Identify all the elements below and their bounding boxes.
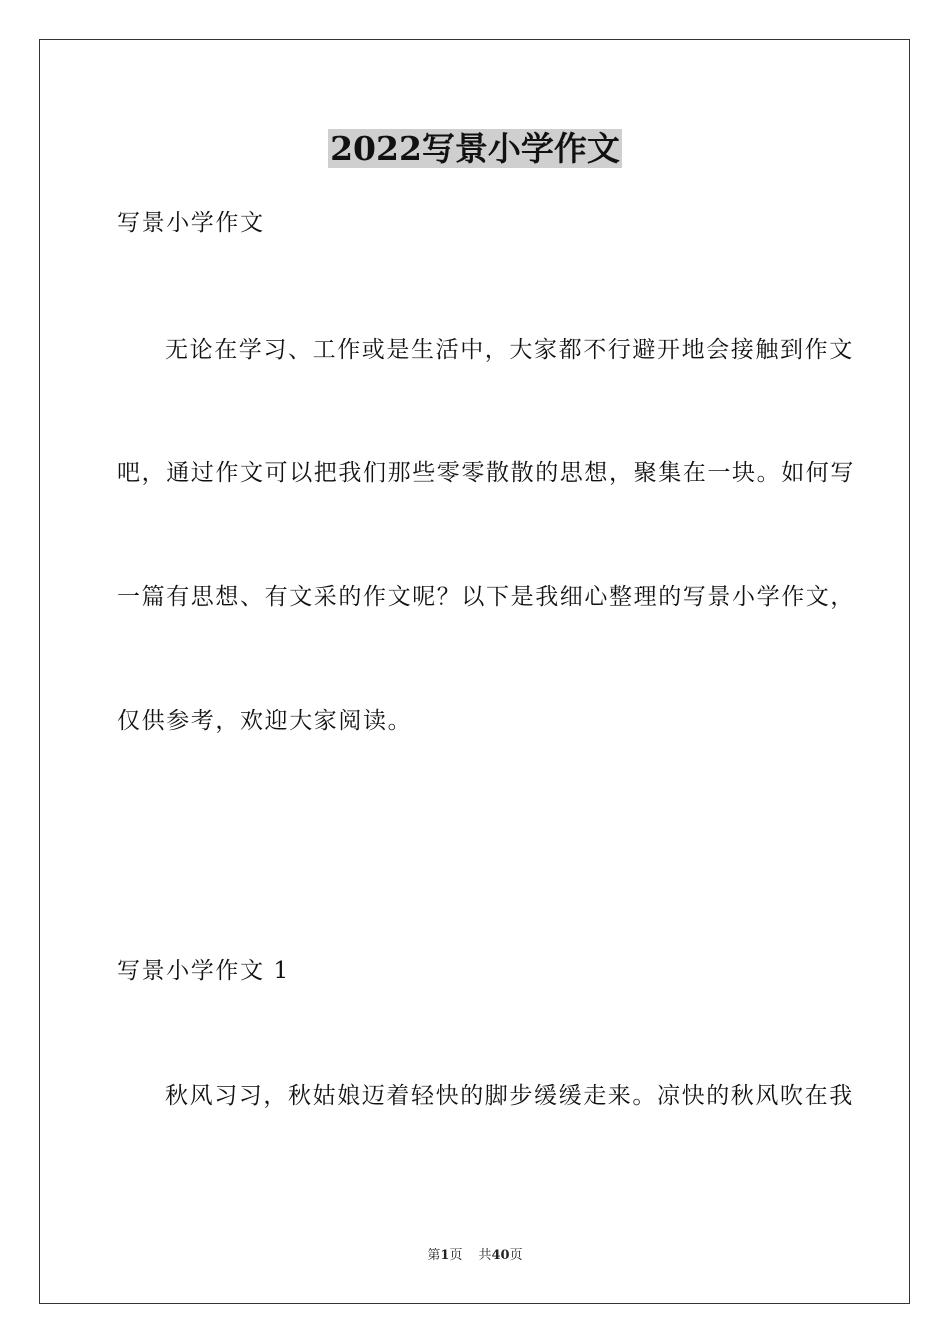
paragraph-line: 秋风习习，秋姑娘迈着轻快的脚步缓缓走来。凉快的秋风吹在我 xyxy=(165,1083,854,1109)
paragraph-line: 仅供参考，欢迎大家阅读。 xyxy=(117,708,413,734)
footer-page-suffix: 页 xyxy=(449,1248,463,1263)
page-footer xyxy=(0,1247,950,1265)
document-title-text: 2022写景小学作文 xyxy=(330,129,620,168)
footer-page-prefix: 第 xyxy=(427,1248,441,1263)
paragraph-line: 一篇有思想、有文采的作文呢？以下是我细心整理的写景小学作文， xyxy=(117,584,855,610)
footer-page-number: 1 xyxy=(440,1248,450,1263)
paragraph-line: 无论在学习、工作或是生活中，大家都不行避开地会接触到作文 xyxy=(165,337,854,363)
footer-total-suffix: 页 xyxy=(509,1248,523,1263)
section-heading: 写景小学作文 1 xyxy=(117,958,290,984)
subheading: 写景小学作文 xyxy=(117,210,265,236)
paragraph-line: 吧，通过作文可以把我们那些零零散散的思想，聚集在一块。如何写 xyxy=(117,460,855,486)
footer-total-prefix: 共 xyxy=(478,1248,492,1263)
footer-total-pages: 40 xyxy=(491,1248,510,1263)
document-title xyxy=(0,128,950,170)
